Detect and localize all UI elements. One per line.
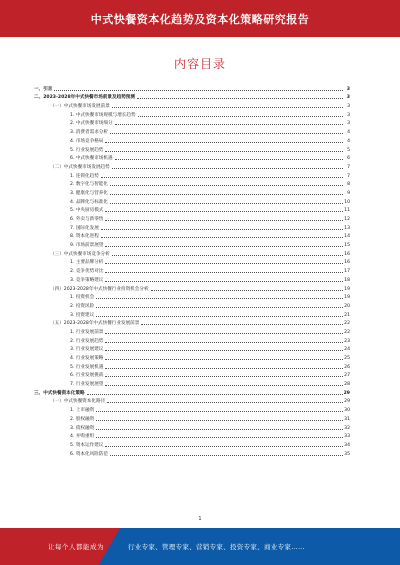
toc-entry-label: 1. 上市融资 xyxy=(70,408,95,414)
toc-entry-page: 24 xyxy=(344,347,350,353)
toc-entry-page: 3 xyxy=(346,86,350,92)
toc-entry-label: 2. 股权融资 xyxy=(70,416,95,422)
toc-dot-leader xyxy=(96,437,343,438)
toc-entry-page: 13 xyxy=(344,225,350,231)
toc-entry-page: 20 xyxy=(344,303,350,309)
toc-entry-page: 19 xyxy=(344,286,350,292)
toc-dot-leader xyxy=(105,272,343,273)
toc-entry[interactable] xyxy=(34,371,350,380)
toc-entry[interactable] xyxy=(34,414,350,423)
toc-entry-page: 22 xyxy=(344,329,350,335)
toc-entry-page: 6 xyxy=(347,156,350,162)
toc-entry-label: 7. 行业发展展望 xyxy=(70,382,104,388)
toc-entry-label: 2. 数字化与智能化 xyxy=(70,182,109,188)
toc-heading: 内容目录 xyxy=(173,57,226,71)
toc-entry-label: 3. 债权融资 xyxy=(70,425,95,431)
toc-entry-label: 7. 国际化发展 xyxy=(70,225,99,231)
toc-dot-leader xyxy=(105,342,343,343)
toc-dot-leader xyxy=(110,185,343,186)
report-header xyxy=(0,0,400,37)
footer-text-row xyxy=(0,528,400,565)
toc-entry-page: 3 xyxy=(347,112,350,118)
toc-entry-page: 19 xyxy=(344,295,350,301)
toc-dot-leader xyxy=(105,211,343,212)
toc-entry-page: 10 xyxy=(344,199,350,205)
toc-entry-label: 4. 并购重组 xyxy=(70,434,95,440)
toc-entry-page: 18 xyxy=(344,277,350,283)
toc-dot-leader xyxy=(105,246,343,247)
toc-entry[interactable] xyxy=(34,188,350,197)
toc-dot-leader xyxy=(96,411,343,412)
toc-dot-leader xyxy=(110,455,343,456)
toc-entry-page: 31 xyxy=(344,416,350,422)
toc-entry-label: 3. 投资建议 xyxy=(70,312,95,318)
toc-entry-label: 4. 品牌化与标准化 xyxy=(70,199,109,205)
toc-entry[interactable] xyxy=(34,145,350,154)
toc-entry-page: 9 xyxy=(347,190,350,196)
toc-entry[interactable] xyxy=(34,171,350,180)
toc-entry[interactable] xyxy=(34,119,350,128)
toc-entry-page: 4 xyxy=(347,130,350,136)
toc-entry[interactable] xyxy=(34,405,350,414)
toc-entry-page: 14 xyxy=(344,234,350,240)
toc-entry-page: 29 xyxy=(343,390,350,396)
toc-dot-leader xyxy=(96,420,343,421)
toc-entry[interactable] xyxy=(34,223,350,232)
toc-dot-leader xyxy=(101,229,343,230)
toc-entry-label: 三、中式快餐资本化策略 xyxy=(34,390,85,396)
toc-dot-leader xyxy=(105,368,343,369)
toc-entry-page: 35 xyxy=(344,451,350,457)
toc-dot-leader xyxy=(105,350,343,351)
toc-entry-label: 6. 资本化风险防范 xyxy=(70,451,109,457)
toc-entry-page: 5 xyxy=(347,147,350,153)
toc-entry-page: 21 xyxy=(344,312,350,318)
toc-entry[interactable] xyxy=(34,275,350,284)
toc-entry-page: 26 xyxy=(344,364,350,370)
toc-entry-label: 5. 行业发展趋势 xyxy=(70,147,104,153)
footer-slogan: 让每个人都能成为 xyxy=(48,543,104,551)
toc-entry[interactable] xyxy=(34,162,350,171)
toc-entry-label: 1. 中式快餐市场规模与增长趋势 xyxy=(70,112,136,118)
toc-entry-page: 3 xyxy=(347,104,350,110)
toc-entry[interactable] xyxy=(34,197,350,206)
toc-dot-leader xyxy=(96,316,343,317)
toc-dot-leader xyxy=(101,177,343,178)
toc-dot-leader xyxy=(137,98,343,99)
toc-entry-page: 12 xyxy=(344,217,350,222)
toc-dot-leader xyxy=(105,446,343,447)
toc-entry[interactable] xyxy=(34,310,350,319)
toc-entry-label: 3. 竞争策略建议 xyxy=(70,277,104,283)
toc-dot-leader xyxy=(115,159,343,160)
toc-dot-leader xyxy=(115,124,343,125)
toc-entry-label: 2. 中式快餐市场细分 xyxy=(70,121,113,127)
toc-entry-page: 27 xyxy=(344,373,350,379)
toc-dot-leader xyxy=(110,194,343,195)
toc-entry[interactable] xyxy=(34,232,350,241)
toc-entry-label: 1. 投资机会 xyxy=(70,295,95,301)
toc-entry-label: 4. 市场竞争格局 xyxy=(70,138,104,144)
toc-dot-leader xyxy=(96,307,343,308)
toc-entry[interactable] xyxy=(34,362,350,371)
toc-dot-leader xyxy=(110,203,343,204)
toc-entry-page: 4 xyxy=(347,138,350,144)
toc-dot-leader xyxy=(151,290,343,291)
toc-entry-label: 4. 行业发展策略 xyxy=(70,356,104,361)
toc-entry[interactable] xyxy=(34,432,350,441)
toc-entry[interactable] xyxy=(34,127,350,136)
toc-entry[interactable] xyxy=(34,110,350,119)
toc-entry-label: 6. 中式快餐市场机遇 xyxy=(70,156,113,162)
toc-dot-leader xyxy=(105,142,343,143)
toc-entry-label: 5. 资本运作建议 xyxy=(70,442,104,448)
toc-dot-leader xyxy=(96,429,343,430)
toc-entry-label: 1. 主要品牌分析 xyxy=(70,260,104,266)
toc-entry-label: 2. 行业发展趋势 xyxy=(70,338,104,344)
toc-dot-leader xyxy=(105,385,343,386)
toc-entry-label: （二）中式快餐市场发展趋势 xyxy=(50,164,110,170)
toc-entry-label: 2. 竞争优势对比 xyxy=(70,269,104,275)
toc-dot-leader xyxy=(105,359,343,360)
toc-entry-page: 3 xyxy=(346,95,350,101)
toc-dot-leader xyxy=(105,376,343,377)
toc-dot-leader xyxy=(101,237,343,238)
toc-entry-label: 6. 外卖与新零售 xyxy=(70,217,104,222)
toc-entry[interactable] xyxy=(34,84,350,93)
toc-entry[interactable] xyxy=(34,258,350,267)
toc-dot-leader xyxy=(54,90,343,91)
toc-entry-label: 5. 行业发展机遇 xyxy=(70,364,104,370)
toc-entry-label: （五）2023-2028年中式快餐行业发展前景 xyxy=(50,321,140,327)
toc-entry-label: （四）2023-2028年中式快餐行业投资机会分析 xyxy=(50,286,149,292)
toc-dot-leader xyxy=(105,281,343,282)
toc-entry-page: 34 xyxy=(344,442,350,448)
toc-entry-page: 25 xyxy=(344,356,350,361)
toc-entry[interactable] xyxy=(34,206,350,215)
toc-entry[interactable] xyxy=(34,379,350,388)
toc-entry[interactable] xyxy=(34,136,350,145)
toc-entry-page: 8 xyxy=(347,182,350,188)
toc-entry-label: （一）中式快餐资本化路径 xyxy=(50,399,106,405)
toc-entry-label: 6. 行业发展挑战 xyxy=(70,373,104,379)
toc-entry-page: 7 xyxy=(347,164,350,170)
toc-entry-label: 二、2023-2028年中式快餐市场前景及趋势预测 xyxy=(34,95,135,101)
toc-dot-leader xyxy=(105,151,343,152)
footer-subtitle: 行业专家、管理专家、营销专家、投资专家、商业专家…… xyxy=(128,543,305,551)
toc-dot-leader xyxy=(105,220,343,221)
toc-entry[interactable] xyxy=(34,180,350,189)
toc-entry-page: 7 xyxy=(347,173,350,179)
toc-entry-label: （一）中式快餐市场发展前景 xyxy=(50,104,110,110)
toc-entry[interactable] xyxy=(34,327,350,336)
toc-entry[interactable] xyxy=(34,423,350,432)
toc-entry[interactable] xyxy=(34,388,350,397)
toc-entry[interactable] xyxy=(34,345,350,354)
toc-entry-label: 1. 行业发展前景 xyxy=(70,329,104,335)
toc-dot-leader xyxy=(110,133,343,134)
toc-entry-label: 2. 投资风险 xyxy=(70,303,95,309)
toc-dot-leader xyxy=(112,168,343,169)
toc-entry-page: 17 xyxy=(344,269,350,275)
toc-entry-label: 5. 中央厨房模式 xyxy=(70,208,104,214)
toc-entry[interactable] xyxy=(34,93,350,102)
toc-entry-page: 16 xyxy=(344,251,350,257)
toc-entry[interactable] xyxy=(34,214,350,223)
toc-entry[interactable] xyxy=(34,154,350,163)
toc-dot-leader xyxy=(96,298,343,299)
toc-dot-leader xyxy=(112,255,343,256)
toc-entry[interactable] xyxy=(34,284,350,293)
toc-entry-label: 3. 健康化与营养化 xyxy=(70,190,109,196)
toc-dot-leader xyxy=(141,324,343,325)
toc-entry-page: 16 xyxy=(344,260,350,266)
toc-entry[interactable] xyxy=(34,249,350,258)
toc-entry-label: 1. 连锁化趋势 xyxy=(70,173,99,179)
toc-entry-label: 3. 消费者需求分析 xyxy=(70,130,109,136)
toc-entry-page: 28 xyxy=(344,382,350,388)
toc-entry-page: 32 xyxy=(344,425,350,431)
toc-dot-leader xyxy=(107,402,343,403)
toc-entry-page: 33 xyxy=(344,434,350,440)
toc-entry-page: 30 xyxy=(344,408,350,414)
toc-entry[interactable] xyxy=(34,301,350,310)
toc-entry-page: 11 xyxy=(344,208,350,214)
toc-entry[interactable] xyxy=(34,397,350,406)
page-number: 1 xyxy=(198,516,202,522)
toc-entry[interactable] xyxy=(34,353,350,362)
toc-entry-page: 22 xyxy=(344,321,350,327)
table-of-contents xyxy=(34,84,350,458)
toc-entry[interactable] xyxy=(34,336,350,345)
toc-dot-leader xyxy=(112,107,343,108)
toc-dot-leader xyxy=(138,116,343,117)
toc-dot-leader xyxy=(105,263,343,264)
toc-entry[interactable] xyxy=(34,319,350,328)
toc-dot-leader xyxy=(87,394,343,395)
toc-entry[interactable] xyxy=(34,101,350,110)
toc-entry[interactable] xyxy=(34,240,350,249)
toc-entry[interactable] xyxy=(34,449,350,458)
toc-entry-page: 29 xyxy=(344,399,350,405)
toc-entry-page: 3 xyxy=(347,121,350,127)
toc-entry-label: 8. 资本化进程 xyxy=(70,234,99,240)
toc-entry-label: （三）中式快餐市场竞争分析 xyxy=(50,251,110,257)
toc-entry-label: 9. 市场前景展望 xyxy=(70,243,104,249)
toc-entry-page: 23 xyxy=(344,338,350,344)
toc-entry[interactable] xyxy=(34,293,350,302)
toc-entry[interactable] xyxy=(34,440,350,449)
toc-entry-label: 一、引言 xyxy=(34,86,53,92)
toc-entry-label: 3. 行业发展建议 xyxy=(70,347,104,353)
report-title: 中式快餐资本化趋势及资本化策略研究报告 xyxy=(90,12,310,26)
toc-entry[interactable] xyxy=(34,266,350,275)
toc-entry-page: 15 xyxy=(344,243,350,249)
toc-dot-leader xyxy=(105,333,343,334)
